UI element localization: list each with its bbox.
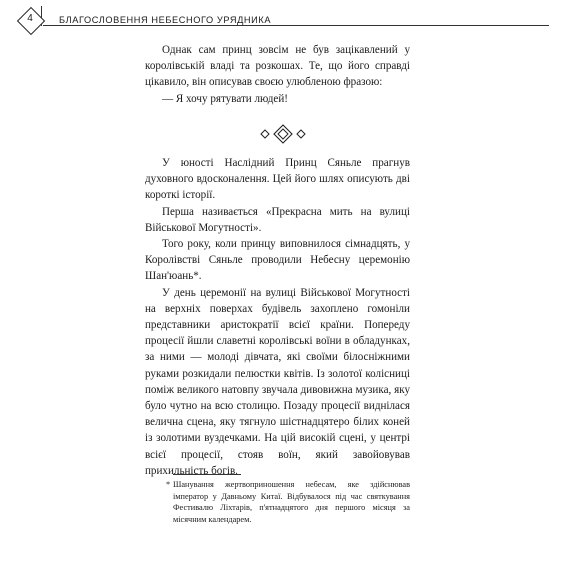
paragraph: Того року, коли принцу виповнилося сімнадцять, у Королівстві Сяньле проводили Небесну церемонію Шан'юань*. xyxy=(145,238,410,283)
running-header xyxy=(15,8,549,34)
section-break-ornament-icon xyxy=(258,124,308,144)
header-rule xyxy=(43,25,549,26)
footnote-text: Шанування жертвоприношення небесам, яке здійснював імператор у Давньому Китаї. Відбувалося під час святкування Фестивалю Ліхтарів, п'ятнадцятого дня першого місяця за місячним календарем. xyxy=(173,480,410,524)
page-number: 4 xyxy=(27,13,33,24)
dialogue-line: — Я хочу рятувати людей! xyxy=(162,92,288,105)
paragraph: Однак сам принц зовсім не був зацікавлений у королівській владі та розкошах. Те, що його справді цікавило, він описував своєю улюбленою фразою: xyxy=(145,44,410,89)
running-title: БЛАГОСЛОВЕННЯ НЕБЕСНОГО УРЯДНИКА xyxy=(59,15,272,25)
footnote xyxy=(166,479,410,525)
paragraph: У день церемонії на вулиці Військової Могутності на верхніх поверхах будівель захоплено гомоніли представники аристократії всієї країни. Попереду процесії йшли славетні королівські воїни в обладунках, за ними — молоді дівчата, які своїми білосніжними руками розкидали пелюстки квітів. Із золотої колісниці поміж великого натовпу звучала дивовижна музика, яку було чутно на всю столицю. Позаду процесії виднілася велична сцена, яку тягнуло шістнадцятеро білих коней із золотими вуздечками. На цій високій сцені, у центрі всієї процесії, стояв воїн, який завойовував прихильність богів. xyxy=(145,286,410,477)
text-block-top xyxy=(145,42,410,107)
text-block-main xyxy=(145,155,410,479)
paragraph: У юності Наслідний Принц Сяньле прагнув духовного вдосконалення. Цей його шлях описують дві короткі історії. xyxy=(145,157,410,202)
footnote-rule xyxy=(173,474,241,475)
paragraph: Перша називається «Прекрасна мить на вулиці Військової Могутності». xyxy=(145,205,410,234)
footnote-marker: * xyxy=(166,480,171,489)
